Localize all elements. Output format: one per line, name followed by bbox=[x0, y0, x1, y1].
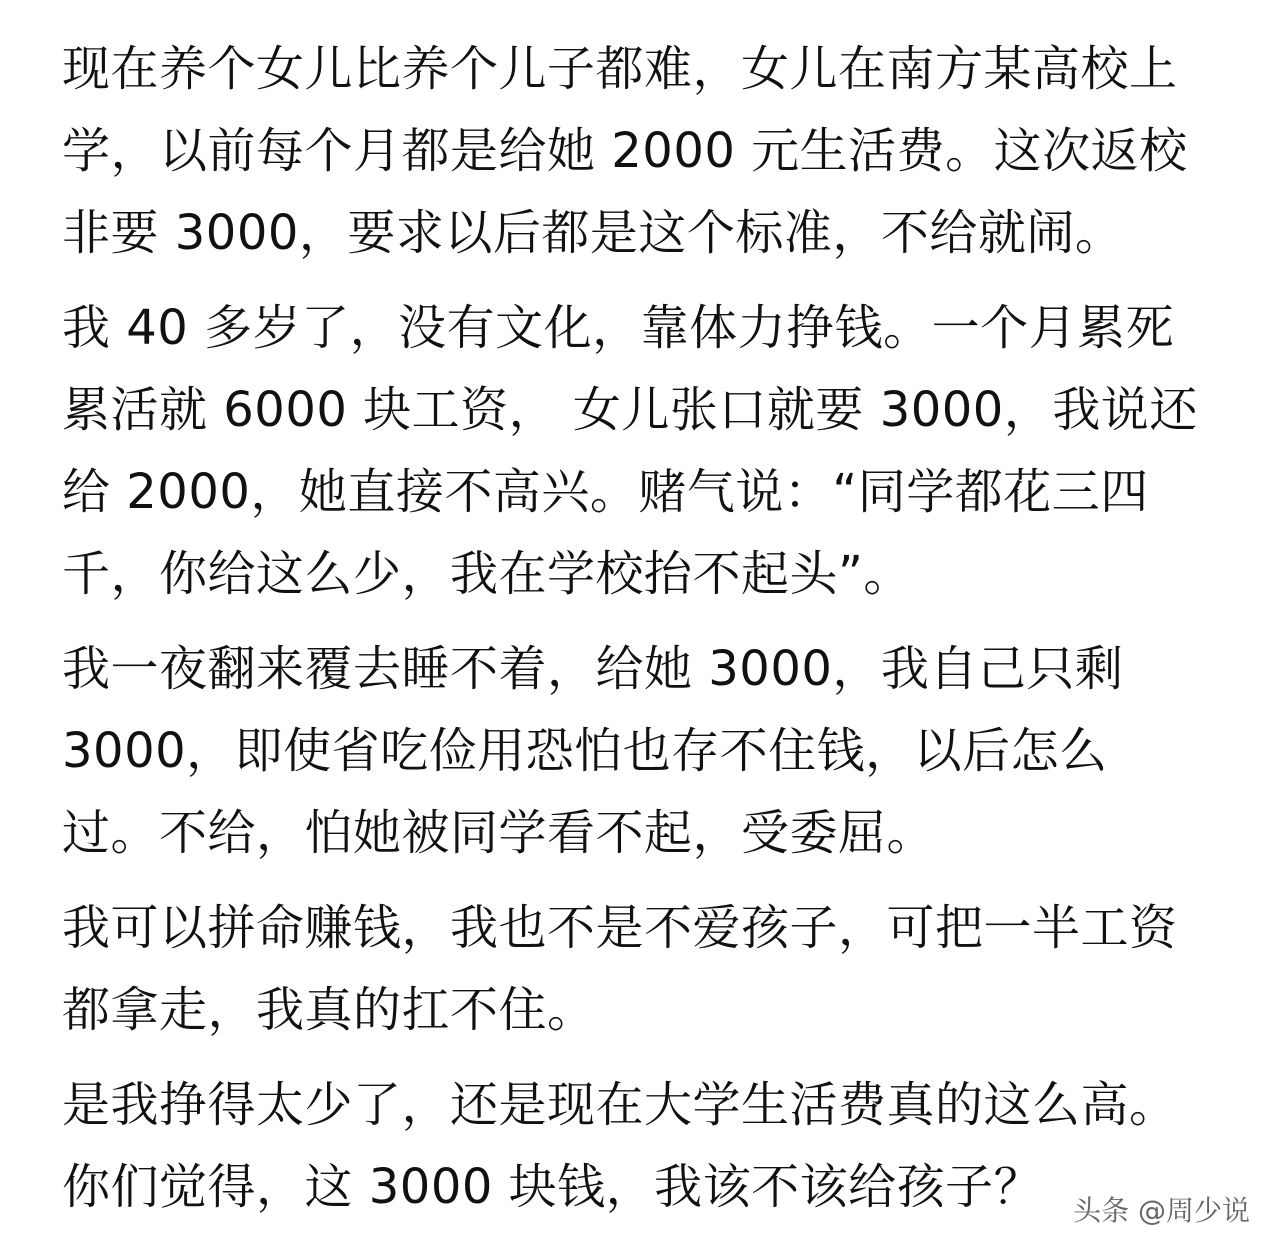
paragraph-line: 过。不给，怕她被同学看不起，受委屈。 bbox=[62, 805, 936, 861]
paragraph-line: 累活就 6000 块工资， 女儿张口就要 3000，我说还 bbox=[62, 382, 1198, 438]
paragraph-line: 学，以前每个月都是给她 2000 元生活费。这次返校 bbox=[62, 123, 1188, 179]
paragraph-line: 是我挣得太少了，还是现在大学生活费真的这么高。 bbox=[62, 1077, 1178, 1133]
paragraph-line: 现在养个女儿比养个儿子都难，女儿在南方某高校上 bbox=[62, 41, 1178, 97]
article-body bbox=[62, 28, 1222, 1228]
source-watermark: 头条 @周少说 bbox=[1073, 1194, 1250, 1227]
paragraph-line: 我 40 多岁了，没有文化，靠体力挣钱。一个月累死 bbox=[62, 300, 1175, 356]
paragraph-line: 非要 3000，要求以后都是这个标准，不给就闹。 bbox=[62, 205, 1124, 261]
paragraph-line: 给 2000，她直接不高兴。赌气说：“同学都花三四 bbox=[62, 464, 1149, 520]
paragraph-line: 我可以拼命赚钱，我也不是不爱孩子，可把一半工资 bbox=[62, 900, 1178, 956]
paragraph-line: 你们觉得，这 3000 块钱，我该不该给孩子？ bbox=[62, 1159, 1043, 1215]
paragraph-line: 都拿走，我真的扛不住。 bbox=[62, 982, 596, 1038]
paragraph-line: 3000，即使省吃俭用恐怕也存不住钱，以后怎么 bbox=[62, 723, 1108, 779]
paragraph-line: 千，你给这么少，我在学校抬不起头”。 bbox=[62, 546, 912, 602]
paragraph-line: 我一夜翻来覆去睡不着，给她 3000，我自己只剩 bbox=[62, 641, 1124, 697]
paragraph-5 bbox=[62, 1064, 1222, 1228]
paragraph-3 bbox=[62, 628, 1222, 874]
paragraph-1 bbox=[62, 28, 1222, 274]
paragraph-2 bbox=[62, 287, 1222, 615]
paragraph-4 bbox=[62, 887, 1222, 1051]
